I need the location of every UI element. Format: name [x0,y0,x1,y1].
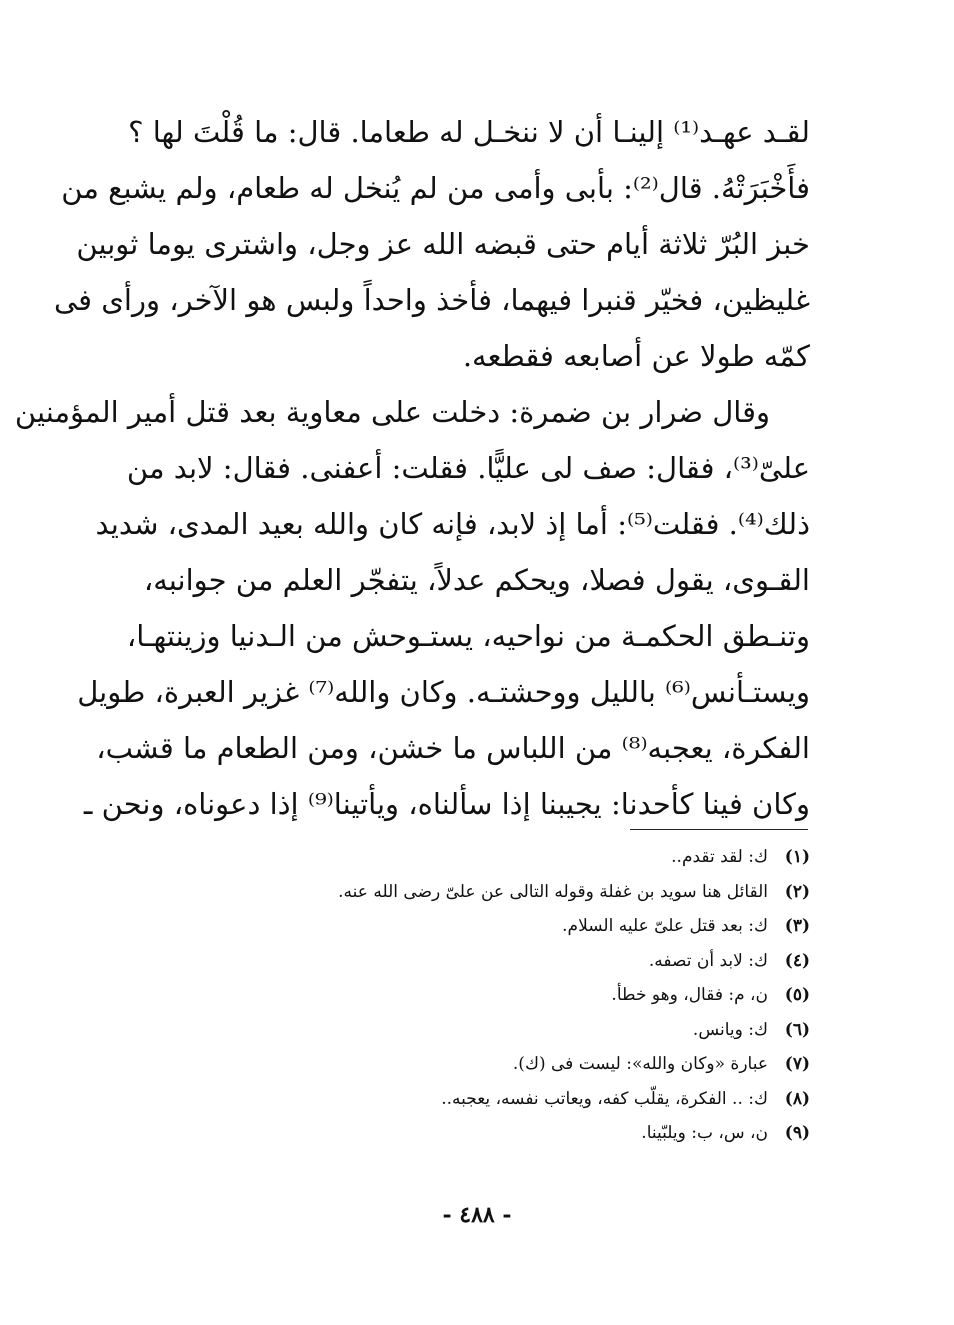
text-line: ويستـأنس⁽⁶⁾ بالليل ووحشتـه. وكان والله⁽⁷⁾ غزير العبرة، طويل [77,675,810,709]
footnote [150,1082,810,1117]
footnote-number: (٢) [784,881,810,902]
page-number: - ٤٨٨ - [442,1202,512,1228]
footnote-number: (٣) [784,916,810,936]
footnote-separator [630,829,808,830]
footnote-number: (٩) [784,1123,810,1143]
text-line: علىّ⁽³⁾، فقال: صف لى عليًّا. فقلت: أعفنى. فقال: لابد من [126,451,810,485]
text-line: لقـد عهـد⁽¹⁾ إلينـا أن لا ننخـل له طعاما. قال: ما قُلْتَ لها ؟ [128,115,810,149]
text-line: وكان فينا كأحدنا: يجيبنا إذا سألناه، ويأتينا⁽⁹⁾ إذا دعوناه، ونحن ـ [83,787,810,821]
paragraph-start-line: وقال ضرار بن ضمرة: دخلت على معاوية بعد قتل أمير المؤمنين [14,395,770,429]
footnote [150,1116,810,1151]
text-line: فأَخْبَرَتْهُ. قال⁽²⁾: بأبى وأمى من لم يُنخل له طعام، ولم يشبع من [61,171,810,205]
text-line: ذلك⁽⁴⁾. فقلت⁽⁵⁾: أما إذ لابد، فإنه كان والله بعيد المدى، شديد [95,507,810,541]
text-line: خبز البُرّ ثلاثة أيام حتى قبضه الله عز وجل، واشترى يوما ثوبين [76,227,810,261]
footnote-number: (١) [784,847,810,867]
footnote-text: عبارة «وكان والله»: ليست فى (ك). [512,1054,768,1074]
text-line: وتنـطق الحكمـة من نواحيه، يستـوحش من الـدنيا وزينتهـا، [126,619,810,653]
footnote [150,909,810,944]
footnote-text: ك: لقد تقدم.. [671,847,768,867]
footnote-text: ك: .. الفكرة، يقلّب كفه، ويعاتب نفسه، يعجبه.. [441,1088,768,1109]
footnote [150,1047,810,1082]
main-text [14,104,810,832]
footnotes [150,840,810,1151]
footnote-number: (٤) [784,950,810,971]
footnote [150,944,810,979]
footnote-number: (٨) [784,1088,810,1109]
footnote-number: (٥) [784,985,810,1005]
text-line: كمّه طولا عن أصابعه فقطعه. [462,339,810,373]
footnote-text: ك: بعد قتل علىّ عليه السلام. [562,916,768,936]
footnote-number: (٦) [784,1019,810,1040]
footnote [150,840,810,875]
text-line: غليظين، فخيّر قنبرا فيهما، فأخذ واحداً ولبس هو الآخر، ورأى فى [53,283,810,317]
footnote-number: (٧) [784,1054,810,1074]
footnote-text: ن، س، ب: ويلبّينا. [641,1123,768,1143]
footnote-text: ن، م: فقال، وهو خطأ. [611,985,768,1005]
footnote [150,875,810,910]
text-line: الفكرة، يعجبه⁽⁸⁾ من اللباس ما خشن، ومن الطعام ما قشب، [96,731,810,765]
footnote-text: ك: لابد أن تصفه. [648,950,768,971]
footnote-text: ك: ويانس. [692,1019,768,1040]
footnote [150,978,810,1013]
text-line: القـوى، يقول فصلا، ويحكم عدلاً، يتفجّر العلم من جوانبه، [143,563,810,597]
footnote-text: القائل هنا سويد بن غفلة وقوله التالى عن علىّ رضى الله عنه. [338,881,768,902]
footnote [150,1013,810,1048]
